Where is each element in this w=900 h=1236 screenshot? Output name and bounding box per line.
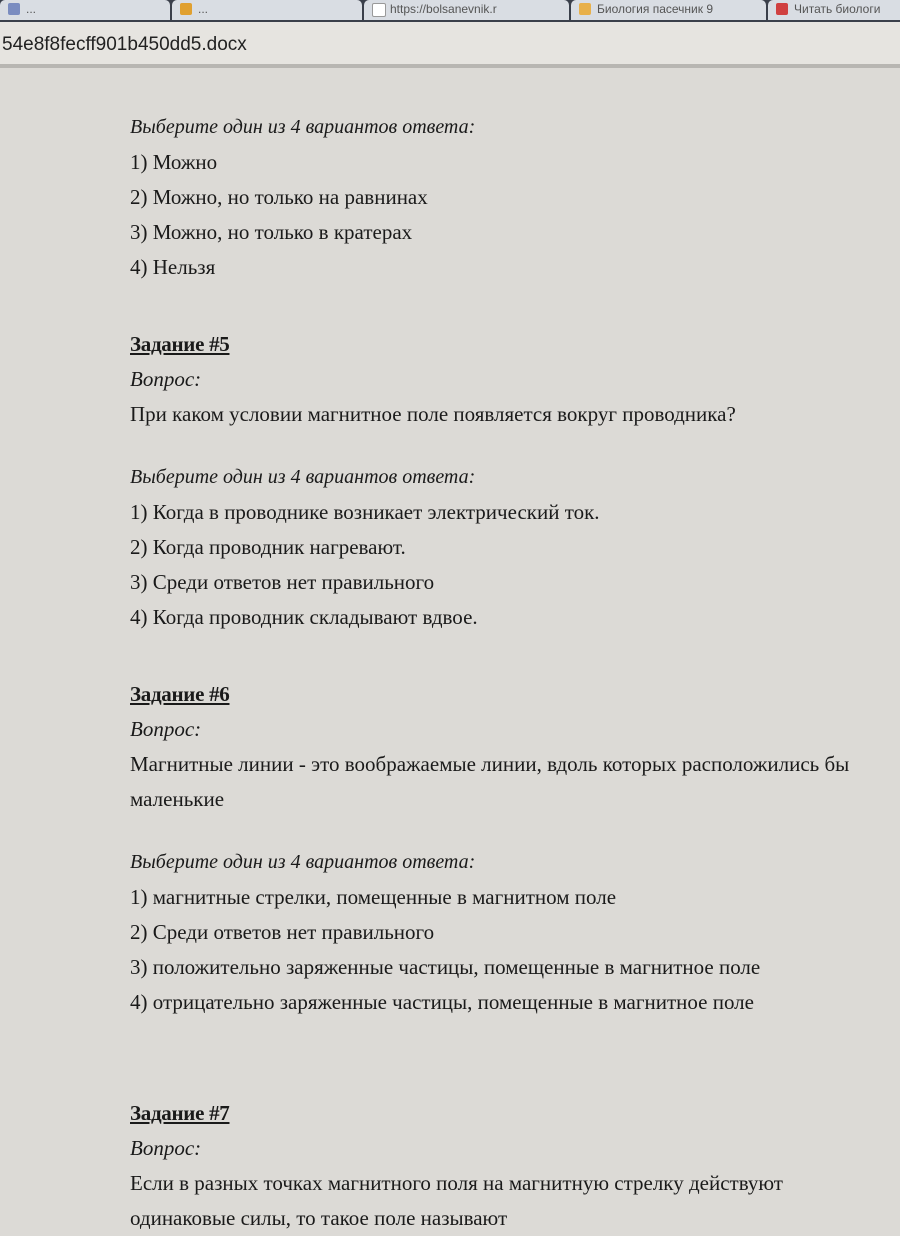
document-title-bar (0, 22, 900, 68)
tab-label: ... (26, 2, 37, 16)
answer-block (130, 460, 890, 635)
page-icon (776, 3, 788, 15)
choose-label: Выберите один из 4 вариантов ответа: (130, 466, 476, 488)
question-text: Если в разных точках магнитного поля на магнитную стрелку действуют (130, 1171, 783, 1195)
task-title: Задание #6 (130, 682, 230, 706)
question-label: Вопрос: (130, 717, 202, 741)
page-icon (8, 3, 20, 15)
question-text: маленькие (130, 787, 225, 811)
task-title: Задание #5 (130, 332, 230, 356)
title-divider (0, 64, 900, 68)
answer-block (130, 845, 890, 1020)
answer-option: 3) положительно заряженные частицы, помещенные в магнитное поле (130, 955, 761, 979)
browser-tab-bar (0, 0, 900, 22)
question-label: Вопрос: (130, 1136, 202, 1160)
question-text: одинаковые силы, то такое поле называют (130, 1206, 508, 1230)
tab-label: Читать биологи (794, 2, 881, 16)
answer-block-task-4 (130, 110, 890, 285)
answer-option: 4) Когда проводник складывают вдвое. (130, 605, 478, 629)
browser-tab-3[interactable] (364, 0, 569, 20)
document-file-name: 54e8f8fecff901b450dd5.docx (2, 34, 247, 55)
question-label: Вопрос: (130, 367, 202, 391)
task-7 (130, 1096, 890, 1236)
answer-option: 4) Нельзя (130, 255, 216, 279)
question-text: Магнитные линии - это воображаемые линии, вдоль которых расположились бы (130, 752, 850, 776)
browser-tab-2[interactable] (172, 0, 362, 20)
answer-option: 3) Среди ответов нет правильного (130, 570, 435, 594)
task-6 (130, 677, 890, 1020)
answer-option: 4) отрицательно заряженные частицы, помещенные в магнитное поле (130, 990, 754, 1014)
document-body (130, 100, 890, 1236)
answer-option: 1) Можно (130, 150, 218, 174)
choose-label: Выберите один из 4 вариантов ответа: (130, 851, 476, 873)
page-icon (372, 3, 386, 17)
answer-option: 3) Можно, но только в кратерах (130, 220, 413, 244)
browser-tab-1[interactable] (0, 0, 170, 20)
answer-option: 1) Когда в проводнике возникает электрический ток. (130, 500, 600, 524)
answer-option: 2) Среди ответов нет правильного (130, 920, 435, 944)
tab-label: ... (198, 2, 209, 16)
tab-label: Биология пасечник 9 (597, 2, 713, 16)
page-icon (180, 3, 192, 15)
task-5 (130, 327, 890, 635)
task-title: Задание #7 (130, 1101, 230, 1125)
answer-option: 1) магнитные стрелки, помещенные в магнитном поле (130, 885, 617, 909)
answer-option: 2) Когда проводник нагревают. (130, 535, 406, 559)
choose-label: Выберите один из 4 вариантов ответа: (130, 116, 476, 138)
browser-tab-4[interactable] (571, 0, 766, 20)
browser-tab-5[interactable] (768, 0, 900, 20)
page-icon (579, 3, 591, 15)
question-text: При каком условии магнитное поле появляется вокруг проводника? (130, 402, 736, 426)
answer-option: 2) Можно, но только на равнинах (130, 185, 428, 209)
tab-label: https://bolsanevnik.r (390, 2, 497, 16)
